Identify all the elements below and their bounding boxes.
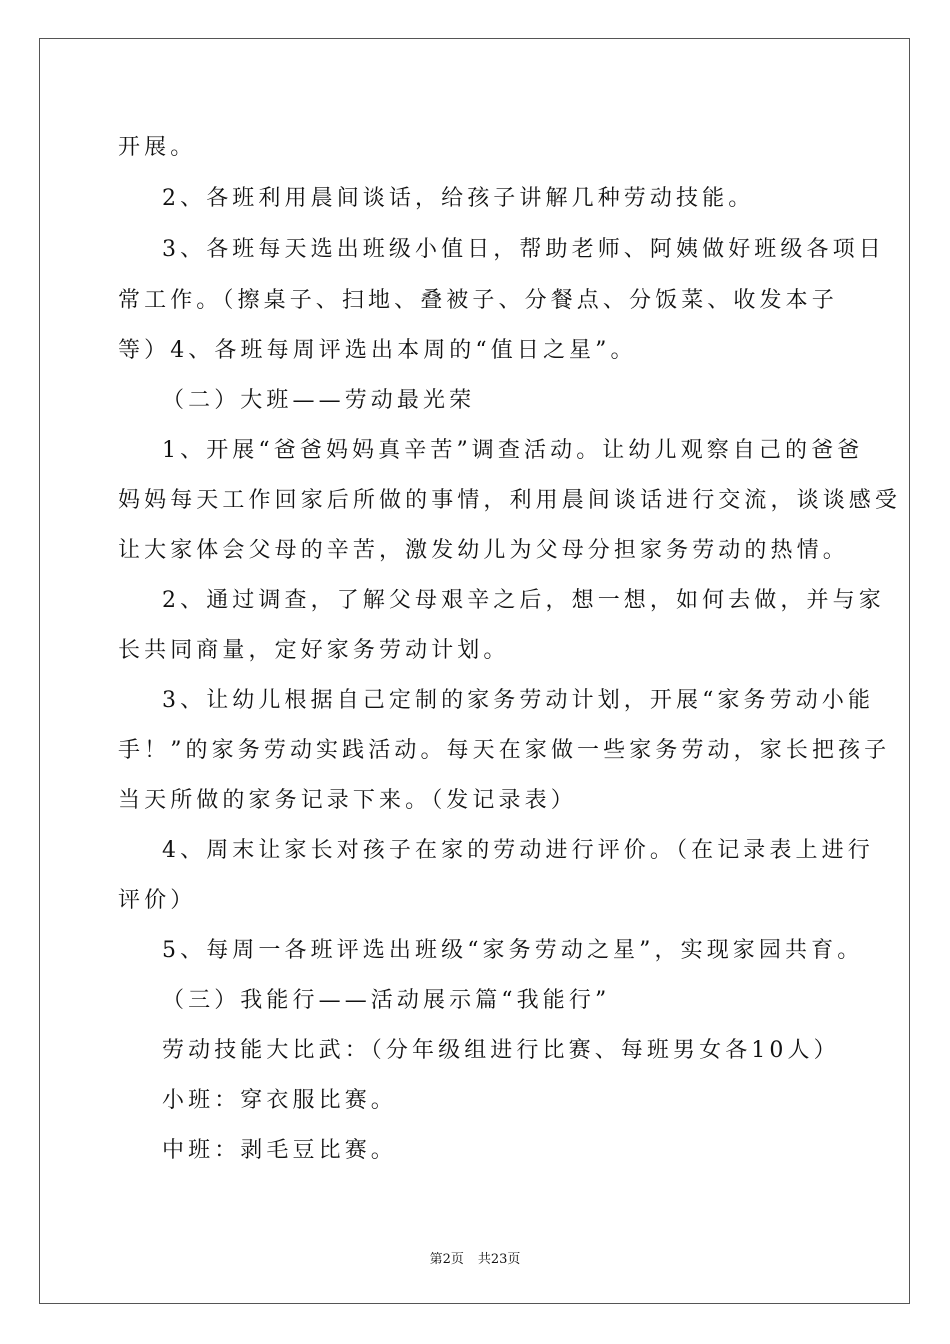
text-line: 3、让幼儿根据自己定制的家务劳动计划，开展“家务劳动小能 bbox=[162, 688, 875, 713]
text-line: 让大家体会父母的辛苦，激发幼儿为父母分担家务劳动的热情。 bbox=[118, 538, 849, 563]
text-line: 4、周末让家长对孩子在家的劳动进行评价。（在记录表上进行 bbox=[162, 838, 874, 863]
text-line: 等）4、各班每周评选出本周的“值日之星”。 bbox=[118, 338, 637, 363]
text-line: 2、通过调查，了解父母艰辛之后，想一想，如何去做，并与家 bbox=[162, 588, 885, 613]
page-number: 第2页 bbox=[429, 1252, 464, 1267]
text-line: 长共同商量，定好家务劳动计划。 bbox=[118, 638, 510, 663]
text-line: 3、各班每天选出班级小值日，帮助老师、阿姨做好班级各项日 bbox=[162, 237, 885, 262]
text-line: 劳动技能大比武：（分年级组进行比赛、每班男女各10人） bbox=[162, 1038, 840, 1063]
section-heading: （三）我能行——活动展示篇“我能行” bbox=[162, 988, 611, 1013]
text-line: 5、每周一各班评选出班级“家务劳动之星”，实现家园共育。 bbox=[162, 938, 864, 963]
text-line: 开展。 bbox=[118, 135, 197, 160]
text-line: 中班：剥毛豆比赛。 bbox=[162, 1138, 397, 1163]
text-line: 小班：穿衣服比赛。 bbox=[162, 1088, 397, 1113]
text-line: 当天所做的家务记录下来。（发记录表） bbox=[118, 788, 577, 813]
text-line: 2、各班利用晨间谈话，给孩子讲解几种劳动技能。 bbox=[162, 186, 755, 211]
text-line: 1、开展“爸爸妈妈真辛苦”调查活动。让幼儿观察自己的爸爸 bbox=[162, 438, 864, 463]
text-line: 手！”的家务劳动实践活动。每天在家做一些家务劳动，家长把孩子 bbox=[118, 738, 891, 763]
text-line: 妈妈每天工作回家后所做的事情，利用晨间谈话进行交流，谈谈感受 bbox=[118, 488, 902, 513]
page-footer bbox=[0, 1248, 950, 1267]
page-total: 共23页 bbox=[477, 1252, 521, 1267]
text-line: 评价） bbox=[118, 888, 197, 913]
text-line: 常工作。（擦桌子、扫地、叠被子、分餐点、分饭菜、收发本子 bbox=[118, 288, 838, 313]
section-heading: （二）大班——劳动最光荣 bbox=[162, 388, 476, 413]
